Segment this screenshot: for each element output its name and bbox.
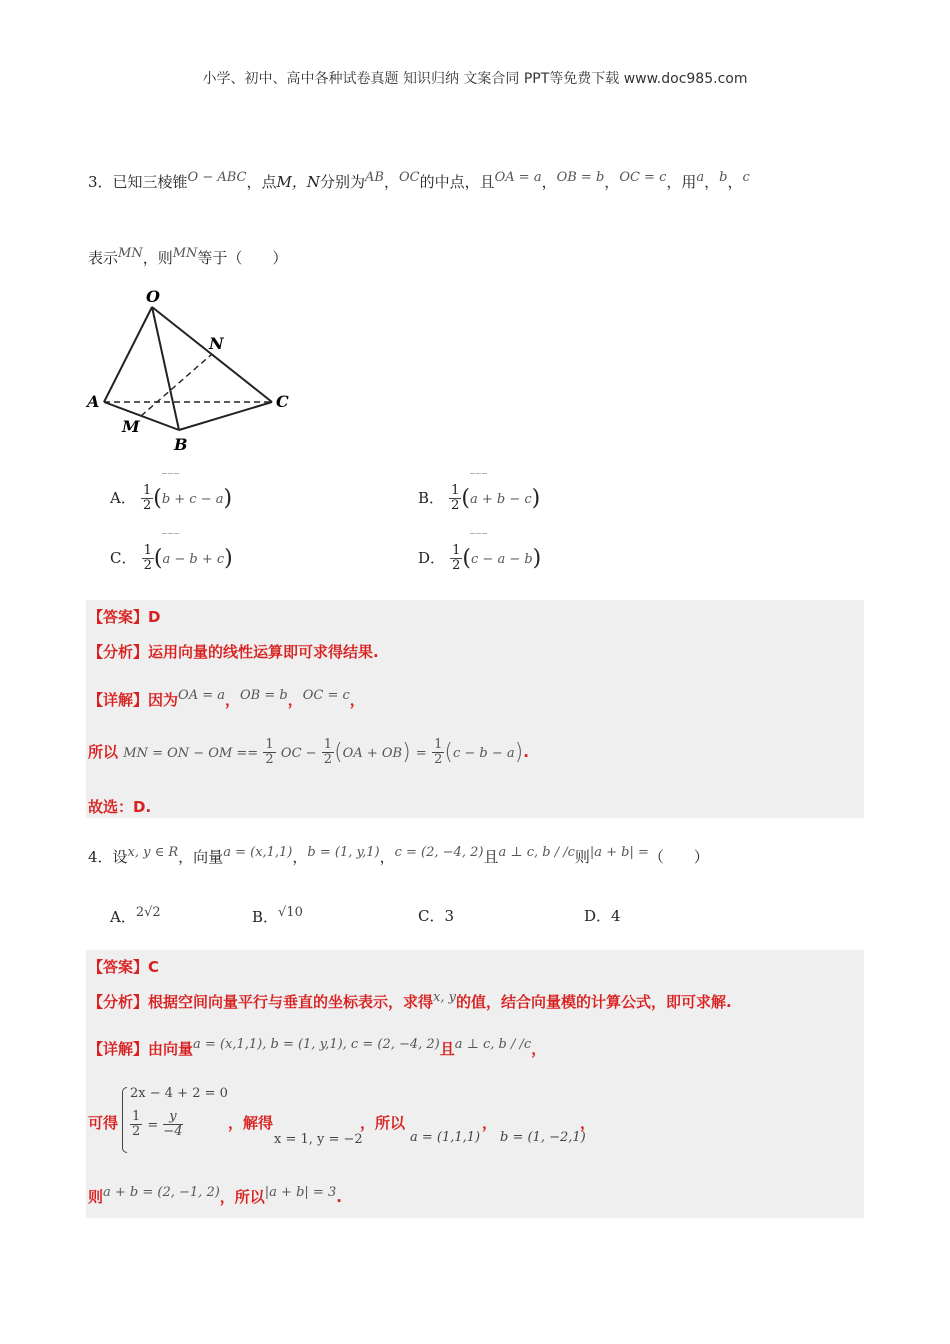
q4-solve: ，解得 — [228, 1114, 274, 1132]
q4-text: 4．设 — [88, 848, 128, 866]
option-label: D． — [584, 907, 612, 925]
q3-vb: b — [719, 170, 728, 185]
vector-bars: ‾‾‾ — [162, 473, 180, 484]
q4-cond: a ⊥ c, b / /c — [498, 845, 575, 860]
q3-points: M，N — [276, 173, 320, 191]
q3-comma: ， — [383, 173, 399, 191]
tetrahedron-figure — [82, 285, 312, 460]
half-fraction: $\frac{1}{2}$ — [143, 543, 152, 573]
q3-comma: ， — [604, 173, 620, 191]
option-expr: b + c − a — [161, 492, 224, 507]
option-label: A． — [110, 489, 136, 507]
option-label: B． — [418, 489, 445, 507]
segment-mn — [141, 354, 212, 416]
q3-comma: ， — [541, 173, 557, 191]
q3-prefix: 3．已知三棱锥 — [88, 173, 188, 191]
q3-equation: 所以 MN = ON − OM == $\frac{1}{2}$ OC − $\frac{1}{2}$ (OA + OB) = $\frac{1}{2}$ (c − b − a). — [88, 737, 529, 767]
q4-text: 且 — [483, 848, 499, 866]
q4-comma: ， — [482, 1114, 498, 1132]
q4-text: （ ） — [648, 848, 709, 866]
option-label: D． — [418, 549, 446, 567]
q3-comma: ， — [727, 173, 743, 191]
q4-vec-a: a = (x,1,1) — [223, 845, 293, 860]
label-a: A — [87, 392, 100, 411]
q3-va: a — [696, 170, 705, 185]
q4-analysis: 【分析】根据空间向量平行与垂直的坐标表示，求得$^{x, y}$的值，结合向量模的计算公式，即可求解. — [88, 990, 732, 1011]
q4-vec-c: c = (2, −4, 2) — [394, 845, 484, 860]
vector-bars: ‾‾‾ — [470, 473, 488, 484]
q4-option-a[interactable] — [110, 905, 161, 927]
system-eq1: 2x − 4 + 2 = 0 — [130, 1086, 228, 1101]
q4-option-b[interactable] — [252, 905, 303, 927]
vector-bars: ‾‾‾ — [470, 533, 488, 544]
q3-choose: 故选：D. — [88, 798, 152, 816]
q4-option-c[interactable] — [418, 905, 454, 926]
q3-vc: c — [742, 170, 750, 185]
q4-text: 则 — [574, 848, 590, 866]
system-eq2: $\frac{1}{2}$ = $\frac{y}{-4}$ — [132, 1109, 183, 1139]
q4-solution: x = 1, y = −2 — [274, 1132, 363, 1147]
label-o: O — [146, 287, 160, 306]
label-m: M — [122, 417, 140, 436]
q3-mn: MN — [118, 246, 143, 261]
option-label: C． — [418, 907, 445, 925]
label-c: C — [276, 392, 289, 411]
q4-line1: 4．设$^{x, y \in R}$，向量$^{a = (x,1,1)}$，$^{b = (1, y,1)}$，$^{c = (2, -4, 2)}$且$^{a \perp c, b / /c}$则$^{|a + b| =}$（ ） — [88, 845, 709, 866]
option-label: B． — [252, 908, 279, 926]
half-fraction: $\frac{1}{2}$ — [142, 483, 152, 513]
q3-text: 的中点，且 — [419, 173, 495, 191]
q4-so: ，所以 — [360, 1114, 406, 1132]
edge-oa — [104, 307, 152, 402]
q3-text: 分别为 — [320, 173, 366, 191]
q4-b-value: b = (1, −2,1) — [500, 1130, 586, 1145]
option-label: C． — [110, 549, 137, 567]
q3-text: 等于（ ） — [197, 249, 288, 267]
q3-oa-eq: OA = a — [494, 170, 542, 185]
q3-option-d[interactable]: D． $\frac{1}{2}$ (c − a − b) — [418, 543, 542, 573]
q3-analysis: 【分析】运用向量的线性运算即可求得结果. — [88, 643, 379, 661]
half-fraction: $\frac{1}{2}$ — [452, 543, 461, 573]
q3-option-c[interactable]: C． $\frac{1}{2}$ (a − b + c) — [110, 543, 233, 573]
option-expr: c − a − b — [471, 552, 533, 567]
q4-final: 则$^{a + b = (2, -1, 2)}$，所以$^{|a + b| = 3}$. — [88, 1185, 342, 1206]
q4-xy: x, y ∈ R — [127, 845, 179, 860]
q3-text: ，则 — [142, 249, 173, 267]
edge-bc — [179, 402, 272, 430]
q3-option-a[interactable]: A． $\frac{1}{2}$ (b + c − a) — [110, 483, 233, 513]
q4-a-value: a = (1,1,1) — [410, 1130, 481, 1145]
q3-answer: 【答案】D — [88, 608, 161, 626]
q4-can: 可得 — [88, 1114, 119, 1132]
option-expr: √10 — [278, 905, 303, 920]
q4-comma: ， — [580, 1114, 596, 1132]
q4-abs: |a + b| = — [589, 845, 649, 860]
q4-detail: 【详解】由向量$^{a = (x,1,1), b = (1, y,1), c = (2, -4, 2)}$且$^{a \perp c, b / /c}$， — [88, 1037, 547, 1058]
q3-detail: 【详解】因为$^{OA = a}$，$^{OB = b}$，$^{OC = c}$， — [88, 688, 365, 709]
vector-bars: ‾‾‾ — [162, 533, 180, 544]
q3-tetra: O − ABC — [187, 170, 247, 185]
option-expr: 2√2 — [135, 905, 161, 920]
option-expr: 3 — [444, 907, 455, 925]
q4-vec-b: b = (1, y,1) — [307, 845, 380, 860]
q3-line1 — [88, 170, 750, 192]
q3-oc-eq: OC = c — [619, 170, 667, 185]
q4-option-d[interactable] — [584, 905, 621, 926]
label-b: B — [174, 435, 188, 454]
option-expr: a − b + c — [162, 552, 225, 567]
q3-text: ，用 — [666, 173, 697, 191]
q3-text: ，点 — [246, 173, 277, 191]
option-expr: 4 — [611, 907, 621, 925]
q4-answer: 【答案】C — [88, 958, 160, 976]
q3-ob-eq: OB = b — [556, 170, 605, 185]
q3-line2 — [88, 246, 287, 268]
q3-oc: OC — [398, 170, 420, 185]
q3-text: 表示 — [88, 249, 119, 267]
option-label: A． — [110, 908, 136, 926]
equation-brace — [122, 1087, 127, 1153]
q3-option-b[interactable]: B． $\frac{1}{2}$ (a + b − c) — [418, 483, 541, 513]
page-header: 小学、初中、高中各种试卷真题 知识归纳 文案合同 PPT等免费下载 www.doc985.com — [202, 71, 748, 87]
q3-ab: AB — [365, 170, 384, 185]
option-expr: a + b − c — [470, 492, 532, 507]
half-fraction: $\frac{1}{2}$ — [451, 483, 460, 513]
q3-comma: ， — [704, 173, 720, 191]
label-n: N — [209, 334, 224, 353]
q3-mn: MN — [172, 246, 198, 261]
q4-text: ，向量 — [178, 848, 224, 866]
